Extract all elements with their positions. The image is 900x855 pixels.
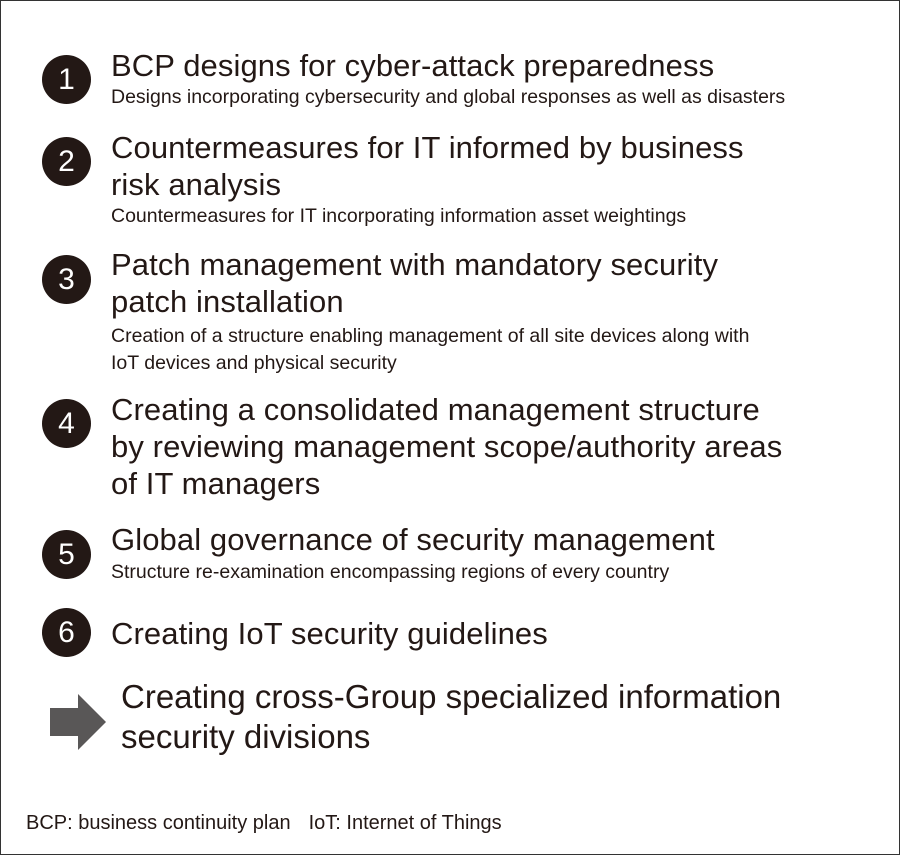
measure-subtitle-3-line-1: Creation of a structure enabling management of all site devices along with [111, 325, 750, 347]
measure-subtitle-5 [111, 559, 881, 586]
measure-title-4-line-3: of IT managers [111, 466, 321, 501]
measure-title-4-line-1: Creating a consolidated management structure [111, 392, 760, 427]
footnote [26, 810, 502, 836]
measure-title-5-line-1: Global governance of security management [111, 522, 715, 557]
number-badge-1: 1 [42, 55, 91, 104]
measure-title-4 [111, 391, 871, 502]
measure-subtitle-5-line-1: Structure re-examination encompassing regions of every country [111, 561, 670, 583]
measure-subtitle-2-line-1: Countermeasures for IT incorporating information asset weightings [111, 205, 687, 227]
measure-title-3-line-1: Patch management with mandatory security [111, 247, 719, 282]
measure-subtitle-2 [111, 203, 881, 230]
number-badge-4: 4 [42, 399, 91, 448]
measure-title-2-line-2: risk analysis [111, 167, 282, 202]
measure-subtitle-3-line-2: IoT devices and physical security [111, 352, 397, 374]
number-badge-2: 2 [42, 137, 91, 186]
measure-subtitle-3 [111, 323, 881, 377]
measure-title-1-line-1: BCP designs for cyber-attack preparedness [111, 48, 715, 83]
footnote-bcp: BCP: business continuity plan [26, 812, 291, 834]
measure-title-1 [111, 47, 871, 84]
measure-title-6-line-1: Creating IoT security guidelines [111, 616, 548, 651]
measure-title-4-line-2: by reviewing management scope/authority areas [111, 429, 783, 464]
conclusion-line-1: Creating cross-Group specialized information [121, 678, 782, 715]
measure-title-3-line-2: patch installation [111, 284, 344, 319]
conclusion-line-2: security divisions [121, 718, 371, 755]
footnote-iot: IoT: Internet of Things [308, 812, 502, 834]
number-badge-6: 6 [42, 608, 91, 657]
measure-subtitle-1-line-1: Designs incorporating cybersecurity and global responses as well as disasters [111, 86, 786, 108]
measure-title-5 [111, 521, 871, 558]
number-badge-5: 5 [42, 530, 91, 579]
measure-title-6 [111, 615, 871, 652]
measure-subtitle-1 [111, 84, 881, 111]
conclusion-text [121, 677, 781, 757]
measure-title-2 [111, 129, 871, 203]
right-arrow-icon [50, 694, 106, 750]
number-badge-3: 3 [42, 255, 91, 304]
measure-title-2-line-1: Countermeasures for IT informed by business [111, 130, 744, 165]
measure-title-3 [111, 246, 871, 320]
